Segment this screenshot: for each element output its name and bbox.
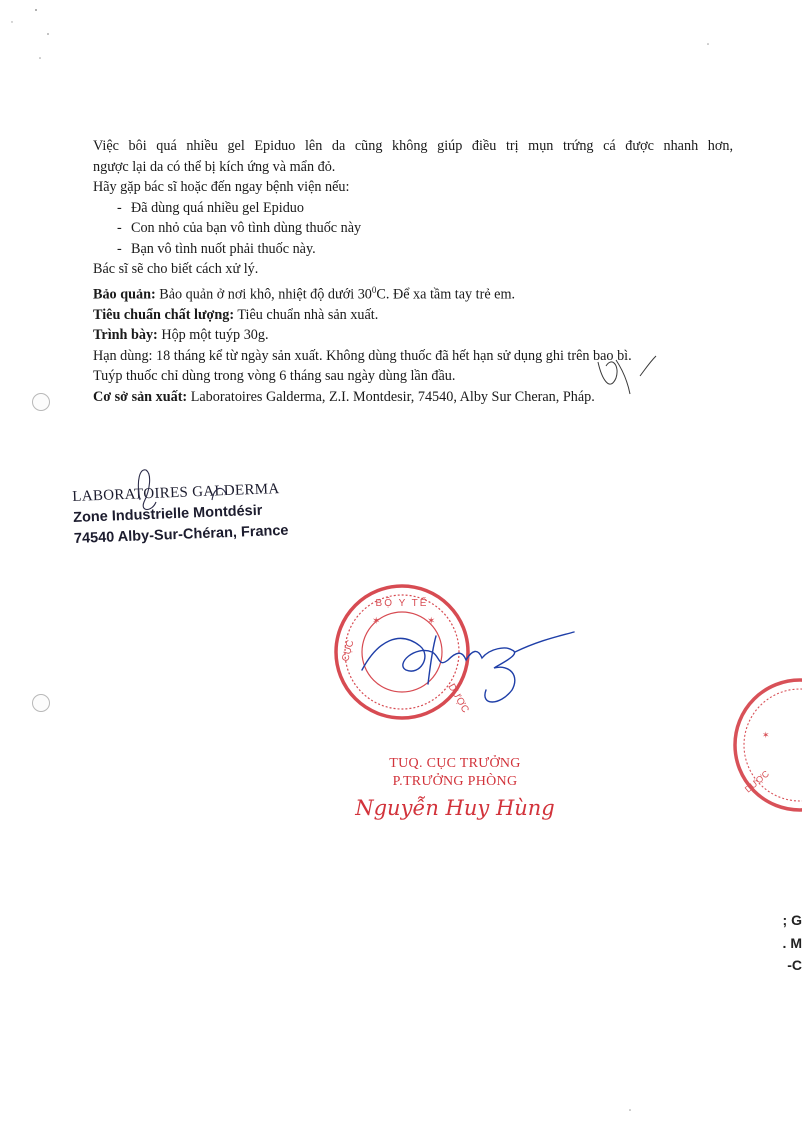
pack-line <box>93 325 733 346</box>
punch-hole <box>32 393 50 411</box>
seal-text-left: CỤC <box>340 638 357 663</box>
side-seal-dotted-ring <box>744 689 802 801</box>
edge-fragment: ; G <box>782 912 802 928</box>
pack-text: Hộp một tuýp 30g. <box>157 327 269 344</box>
leaflet-body <box>93 136 733 407</box>
storage-label: Bảo quản: <box>93 286 156 303</box>
list-item-text: Con nhỏ của bạn vô tình dùng thuốc này <box>131 220 362 236</box>
company-stamp <box>72 479 289 550</box>
side-seal-text: DƯỢC <box>742 768 772 795</box>
expiry-line: Hạn dùng: 18 tháng kể từ ngày sản xuất. Không dùng thuốc đã hết hạn sử dụng ghi trên bao bì. <box>93 347 632 364</box>
bullet-dash: - <box>117 199 122 216</box>
paragraph-line: Việc bôi quá nhiều gel Epiduo lên da cũng không giúp điều trị mụn trứng cá được nhanh hơn, <box>93 138 733 154</box>
list-item <box>93 218 733 239</box>
company-name: LABORATOIRES GALDERMA <box>72 481 280 505</box>
tube-line: Tuýp thuốc chỉ dùng trong vòng 6 tháng sau ngày dùng lần đầu. <box>93 368 456 385</box>
handwritten-signature <box>362 632 574 702</box>
star-icon: ✶ <box>427 616 436 627</box>
approval-title-1: TUQ. CỤC TRƯỞNG <box>389 756 521 771</box>
bullet-dash: - <box>117 240 122 257</box>
maker-text: Laboratoires Galderma, Z.I. Montdesir, 74540, Alby Sur Cheran, Pháp. <box>187 388 595 405</box>
company-address-1: Zone Industrielle Montdésir <box>72 502 263 526</box>
official-seal <box>336 586 471 718</box>
approval-signature-block <box>355 755 555 823</box>
seal-text-right: DƯỢC <box>445 682 471 715</box>
seal-dotted-ring <box>345 595 459 709</box>
list-item <box>93 198 733 219</box>
star-icon: ✶ <box>762 730 770 740</box>
edge-fragment: . M <box>782 935 802 951</box>
paragraph-line: ngược lại da có thể bị kích ứng và mẩn đỏ. <box>93 158 336 175</box>
storage-text-2: C. Để xa tầm tay trẻ em. <box>376 286 516 303</box>
degree-sup: 0 <box>371 284 377 295</box>
bullet-dash: - <box>117 220 122 236</box>
list-item <box>93 239 733 260</box>
approval-title-2: P.TRƯỞNG PHÒNG <box>392 774 518 789</box>
storage-text: Bảo quản ở nơi khô, nhiệt độ dưới 30 <box>155 286 372 303</box>
punch-hole <box>32 694 50 712</box>
side-seal <box>735 680 802 810</box>
quality-label: Tiêu chuẩn chất lượng: <box>93 306 235 323</box>
symptom-list <box>93 198 733 260</box>
signer-name: Nguyễn Huy Hùng <box>355 796 555 820</box>
seal-inner-ring <box>362 612 442 692</box>
star-icon: ✶ <box>372 616 381 627</box>
list-item-text: Bạn vô tình nuốt phải thuốc này. <box>131 240 316 257</box>
seal-outer-ring <box>336 586 471 718</box>
side-seal-ring <box>735 680 802 810</box>
maker-label: Cơ sở sản xuất: <box>93 388 188 405</box>
maker-line <box>93 387 733 408</box>
quality-text: Tiêu chuẩn nhà sản xuất. <box>234 306 379 323</box>
quality-line <box>93 305 733 326</box>
storage-line <box>93 280 733 305</box>
paragraph-line: Hãy gặp bác sĩ hoặc đến ngay bệnh viện nếu: <box>93 179 350 195</box>
paragraph-line: Bác sĩ sẽ cho biết cách xử lý. <box>93 261 259 277</box>
seal-text-top: BỘ Y TẾ <box>375 598 429 609</box>
pack-label: Trình bày: <box>93 327 158 344</box>
edge-fragment: -C <box>787 957 802 973</box>
company-address-2: 74540 Alby-Sur-Chéran, France <box>73 522 289 547</box>
list-item-text: Đã dùng quá nhiều gel Epiduo <box>131 199 304 216</box>
